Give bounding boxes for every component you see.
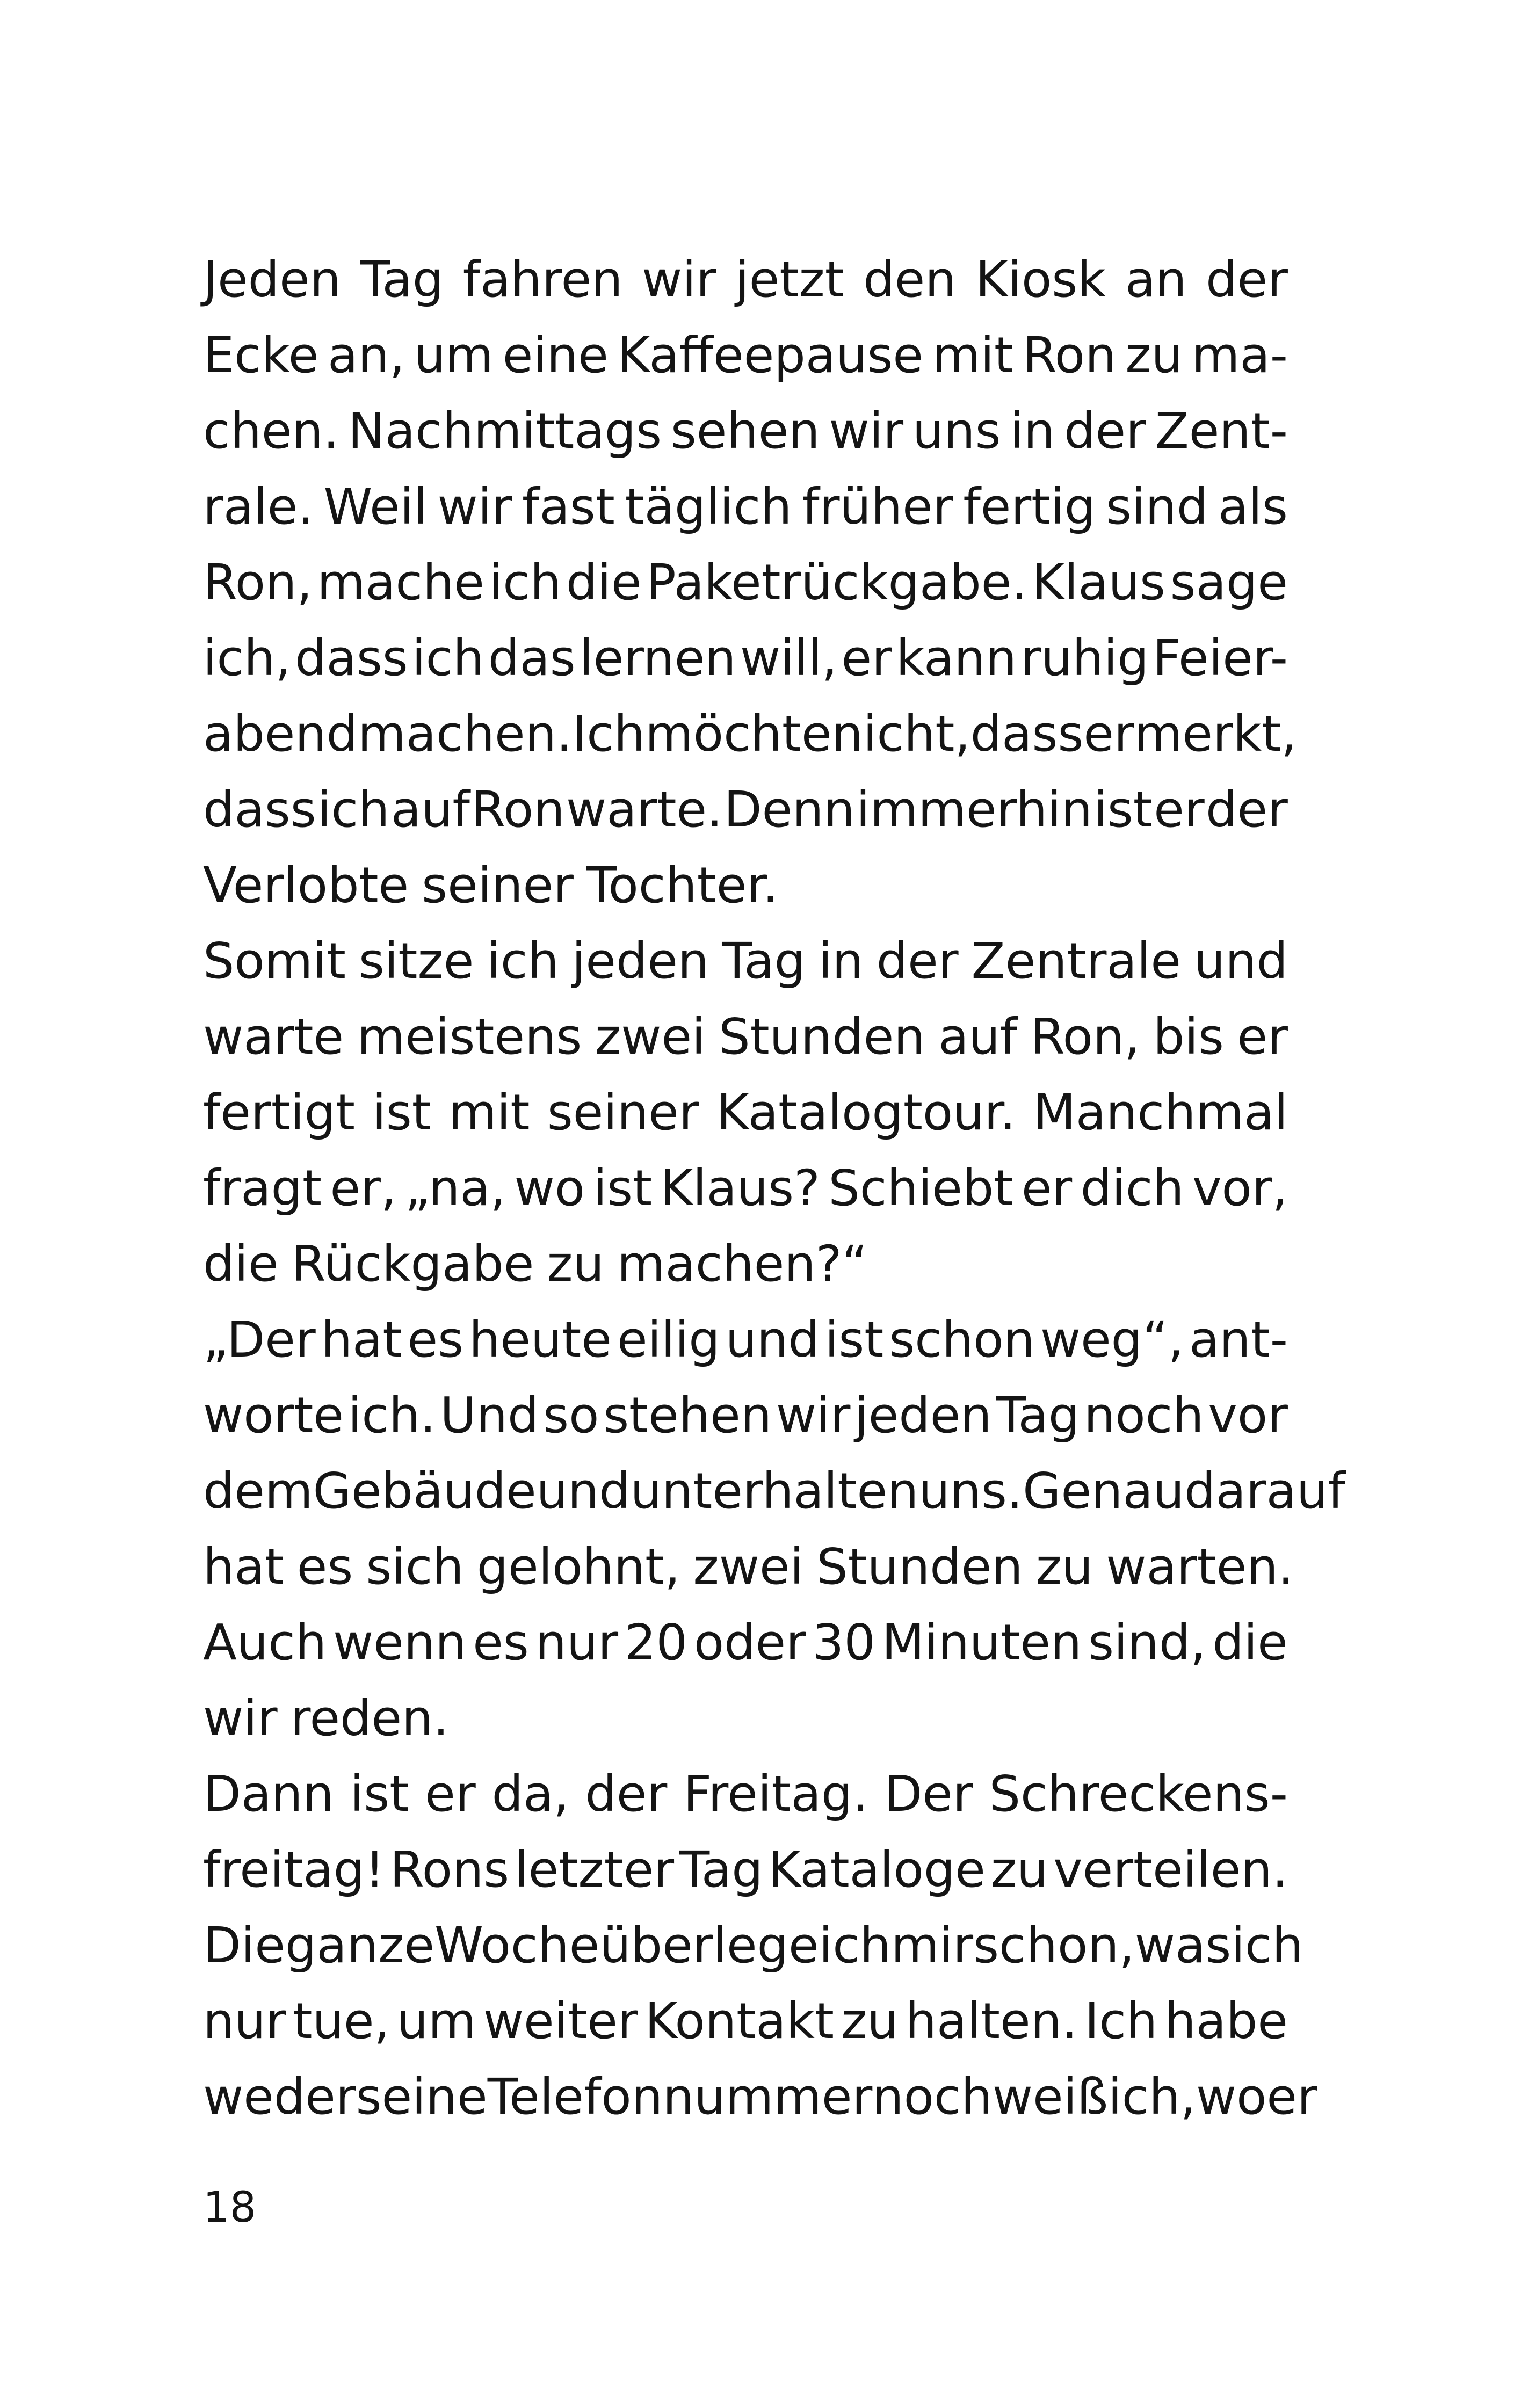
- word: warten.: [1106, 1538, 1294, 1595]
- word: wir: [437, 478, 512, 535]
- word: ruhig: [1020, 629, 1149, 687]
- word: jeden: [854, 1387, 992, 1444]
- word: vor,: [1192, 1159, 1288, 1217]
- word: weiter: [483, 1992, 638, 2050]
- word: Tag: [360, 251, 444, 308]
- text-line: [203, 242, 1288, 317]
- word: ant-: [1189, 1311, 1288, 1368]
- word: er: [1021, 1159, 1073, 1217]
- word: wir: [776, 1387, 851, 1444]
- word: zwei: [693, 1538, 804, 1595]
- word: ich.: [347, 1387, 436, 1444]
- text-line: [203, 1832, 1288, 1907]
- word: schon,: [973, 1917, 1135, 1974]
- word: meistens: [357, 1008, 582, 1065]
- text-line: [203, 923, 1288, 999]
- word: er: [1154, 781, 1205, 838]
- word: Weil: [323, 478, 428, 535]
- text-line: [203, 1605, 1288, 1680]
- word: darauf: [1184, 1462, 1345, 1520]
- word: sind,: [1088, 1614, 1206, 1671]
- word: chen.: [203, 402, 339, 460]
- word: dass: [970, 705, 1084, 763]
- word: mache: [317, 554, 484, 611]
- text-line: [203, 545, 1288, 620]
- word: Kataloge: [768, 1841, 986, 1898]
- word: die: [1212, 1614, 1288, 1671]
- word: fertigt: [203, 1084, 355, 1141]
- word: Genau: [1023, 1462, 1185, 1520]
- word: Tag: [679, 1841, 763, 1898]
- word: Tag: [722, 932, 806, 990]
- word: zwei: [595, 1008, 706, 1065]
- word: Dann: [203, 1765, 334, 1823]
- word: warte.: [566, 781, 723, 838]
- word: Nachmittags: [347, 402, 662, 460]
- word: ich: [489, 554, 562, 611]
- word: den: [863, 251, 957, 308]
- word: zu: [990, 1841, 1048, 1898]
- word: uns: [912, 402, 1001, 460]
- word: zu: [547, 1235, 604, 1293]
- word: Rons: [389, 1841, 510, 1898]
- word: auf: [390, 781, 470, 838]
- word: nur: [535, 1614, 619, 1671]
- word: Rückgabe: [291, 1235, 534, 1293]
- word: letzter: [515, 1841, 675, 1898]
- word: ganze: [285, 1917, 434, 1974]
- text-line: [203, 1529, 1294, 1605]
- word: nicht,: [831, 705, 970, 763]
- word: ist: [824, 1311, 884, 1368]
- word: Die: [203, 1917, 286, 1974]
- word: halten.: [905, 1992, 1078, 2050]
- word: Schiebt: [828, 1159, 1013, 1217]
- word: sage: [1170, 554, 1288, 611]
- word: mir: [891, 1917, 974, 1974]
- word: nur: [203, 1992, 286, 2050]
- text-line: [203, 1983, 1288, 2059]
- text-line: [203, 1150, 1288, 1226]
- word: worte: [203, 1387, 344, 1444]
- word: sitze: [358, 932, 474, 990]
- word: 30: [812, 1614, 875, 1671]
- text-line: [203, 772, 1288, 847]
- word: reden.: [290, 1689, 449, 1747]
- word: eine: [502, 327, 609, 384]
- word: er,: [330, 1159, 397, 1217]
- word: uns.: [918, 1462, 1023, 1520]
- word: dass: [203, 781, 316, 838]
- word: unterhalten: [630, 1462, 919, 1520]
- word: der: [876, 932, 959, 990]
- word: Minuten: [881, 1614, 1082, 1671]
- word: weiß: [992, 2068, 1109, 2126]
- word: Manchmal: [1033, 1084, 1288, 1141]
- word: sind: [1106, 478, 1208, 535]
- word: schon: [889, 1311, 1035, 1368]
- word: um: [396, 1992, 476, 2050]
- word: Stunden: [816, 1538, 1023, 1595]
- word: ich: [487, 932, 559, 990]
- text-line: [203, 1302, 1288, 1377]
- word: er: [841, 629, 892, 687]
- word: fast: [522, 478, 615, 535]
- word: hat: [321, 1311, 402, 1368]
- word: dich: [1080, 1159, 1184, 1217]
- word: machen.: [358, 705, 573, 763]
- word: an: [1125, 251, 1187, 308]
- text-line: [203, 1680, 1288, 1756]
- word: was: [1134, 1917, 1232, 1974]
- word: es: [407, 1311, 464, 1368]
- word: überlege: [599, 1917, 819, 1974]
- text-line: [203, 2059, 1317, 2135]
- word: er: [1237, 1008, 1288, 1065]
- word: ich,: [203, 629, 291, 687]
- text-line: [203, 1075, 1288, 1150]
- word: er: [1083, 705, 1134, 763]
- word: Schreckens-: [989, 1765, 1288, 1823]
- word: Ich: [1084, 1992, 1158, 2050]
- word: Tag: [996, 1387, 1080, 1444]
- word: in: [818, 932, 864, 990]
- word: Ron: [471, 781, 565, 838]
- word: Stunden: [719, 1008, 925, 1065]
- word: Gebäude: [313, 1462, 537, 1520]
- word: an,: [328, 327, 405, 384]
- word: weder: [203, 2068, 356, 2126]
- text-line: [203, 469, 1288, 545]
- word: noch: [1084, 1387, 1204, 1444]
- word: kann: [896, 629, 1017, 687]
- word: seiner: [422, 857, 574, 914]
- page-number: 18: [203, 2184, 257, 2232]
- word: ist: [593, 1159, 653, 1217]
- word: sich: [366, 1538, 464, 1595]
- word: ich: [317, 781, 390, 838]
- word: so: [543, 1387, 599, 1444]
- text-line: [203, 1907, 1303, 1983]
- word: Klaus: [1032, 554, 1165, 611]
- text-line: [203, 1756, 1288, 1832]
- word: Und: [440, 1387, 539, 1444]
- word: er: [1266, 2068, 1317, 2126]
- word: jetzt: [735, 251, 844, 308]
- word: Paketrückgabe.: [646, 554, 1027, 611]
- word: seine: [356, 2068, 488, 2126]
- word: vor: [1208, 1387, 1288, 1444]
- word: Klaus?: [660, 1159, 820, 1217]
- word: Verlobte: [203, 857, 409, 914]
- word: hat: [203, 1538, 284, 1595]
- word: ma-: [1191, 327, 1288, 384]
- word: Zent-: [1155, 402, 1288, 460]
- word: mit: [932, 327, 1014, 384]
- word: er: [425, 1765, 476, 1823]
- word: eilig: [617, 1311, 720, 1368]
- word: 20: [624, 1614, 687, 1671]
- word: Ecke: [203, 327, 319, 384]
- text-line: [203, 847, 1288, 923]
- word: und: [1193, 932, 1288, 990]
- word: Ron,: [1030, 1008, 1140, 1065]
- text-line: [203, 317, 1288, 393]
- text-line: [203, 1453, 1345, 1529]
- word: auf: [938, 1008, 1018, 1065]
- word: weg“,: [1040, 1311, 1184, 1368]
- word: will,: [740, 629, 838, 687]
- word: möchte: [645, 705, 832, 763]
- word: gelohnt,: [476, 1538, 680, 1595]
- word: ist: [350, 1765, 409, 1823]
- word: die: [203, 1235, 279, 1293]
- word: zu: [1125, 327, 1183, 384]
- word: Feier-: [1153, 629, 1288, 687]
- word: wo: [514, 1159, 585, 1217]
- word: es: [473, 1614, 529, 1671]
- word: sehen: [670, 402, 820, 460]
- word: Ron: [1022, 327, 1117, 384]
- text-line: [203, 1226, 1288, 1302]
- word: Somit: [203, 932, 346, 990]
- word: lernen: [580, 629, 736, 687]
- word: Ich: [572, 705, 646, 763]
- text-line: [203, 620, 1288, 696]
- word: dem: [203, 1462, 313, 1520]
- word: und: [536, 1462, 631, 1520]
- word: fragt: [203, 1159, 322, 1217]
- word: abend: [203, 705, 358, 763]
- word: warte: [203, 1008, 344, 1065]
- word: täglich: [625, 478, 792, 535]
- word: wenn: [332, 1614, 467, 1671]
- text-line: [203, 393, 1288, 469]
- word: Der: [884, 1765, 973, 1823]
- word: verteilen.: [1053, 1841, 1288, 1898]
- word: Kiosk: [975, 251, 1106, 308]
- word: um: [414, 327, 494, 384]
- word: Ron,: [203, 554, 313, 611]
- text-line: [203, 999, 1288, 1075]
- word: Jeden: [203, 251, 342, 308]
- word: habe: [1164, 1992, 1288, 2050]
- text-line: [203, 696, 1297, 772]
- word: in: [1010, 402, 1055, 460]
- word: mit: [448, 1084, 530, 1141]
- word: Telefonnummer: [487, 2068, 873, 2126]
- word: früher: [802, 478, 953, 535]
- word: immerhin: [856, 781, 1092, 838]
- word: oder: [693, 1614, 806, 1671]
- word: ich: [819, 1917, 892, 1974]
- word: ich,: [1108, 2068, 1196, 2126]
- word: ich: [412, 629, 484, 687]
- word: merkt,: [1134, 705, 1297, 763]
- word: machen?“: [617, 1235, 868, 1293]
- word: der: [1064, 402, 1146, 460]
- word: noch: [872, 2068, 993, 2126]
- word: fahren: [462, 251, 623, 308]
- word: ist: [1093, 781, 1153, 838]
- word: der: [1206, 781, 1288, 838]
- word: zu: [1035, 1538, 1093, 1595]
- word: jeden: [571, 932, 709, 990]
- word: der: [585, 1765, 668, 1823]
- word: freitag!: [203, 1841, 385, 1898]
- word: Woche: [434, 1917, 600, 1974]
- body-text: [203, 242, 1345, 2135]
- word: Kaffeepause: [617, 327, 923, 384]
- word: wir: [829, 402, 904, 460]
- word: da,: [491, 1765, 569, 1823]
- word: das: [488, 629, 576, 687]
- word: Tochter.: [586, 857, 779, 914]
- word: es: [296, 1538, 353, 1595]
- word: Denn: [723, 781, 855, 838]
- word: tue,: [293, 1992, 390, 2050]
- word: wo: [1196, 2068, 1267, 2126]
- word: wir: [203, 1689, 278, 1747]
- word: Kontakt: [644, 1992, 834, 2050]
- word: Zentrale: [971, 932, 1181, 990]
- word: ich: [1231, 1917, 1303, 1974]
- word: zu: [841, 1992, 899, 2050]
- word: bis: [1153, 1008, 1224, 1065]
- word: heute: [469, 1311, 612, 1368]
- word: dass: [295, 629, 408, 687]
- word: rale.: [203, 478, 314, 535]
- word: wir: [642, 251, 716, 308]
- word: fertig: [963, 478, 1096, 535]
- word: Freitag.: [683, 1765, 868, 1823]
- word: und: [725, 1311, 820, 1368]
- word: die: [566, 554, 642, 611]
- word: der: [1206, 251, 1288, 308]
- word: „Der: [203, 1311, 316, 1368]
- word: seiner: [547, 1084, 699, 1141]
- text-line: [203, 1377, 1288, 1453]
- word: Auch: [203, 1614, 327, 1671]
- word: stehen: [603, 1387, 772, 1444]
- word: „na,: [404, 1159, 506, 1217]
- word: Katalogtour.: [716, 1084, 1016, 1141]
- word: ist: [372, 1084, 431, 1141]
- word: als: [1218, 478, 1288, 535]
